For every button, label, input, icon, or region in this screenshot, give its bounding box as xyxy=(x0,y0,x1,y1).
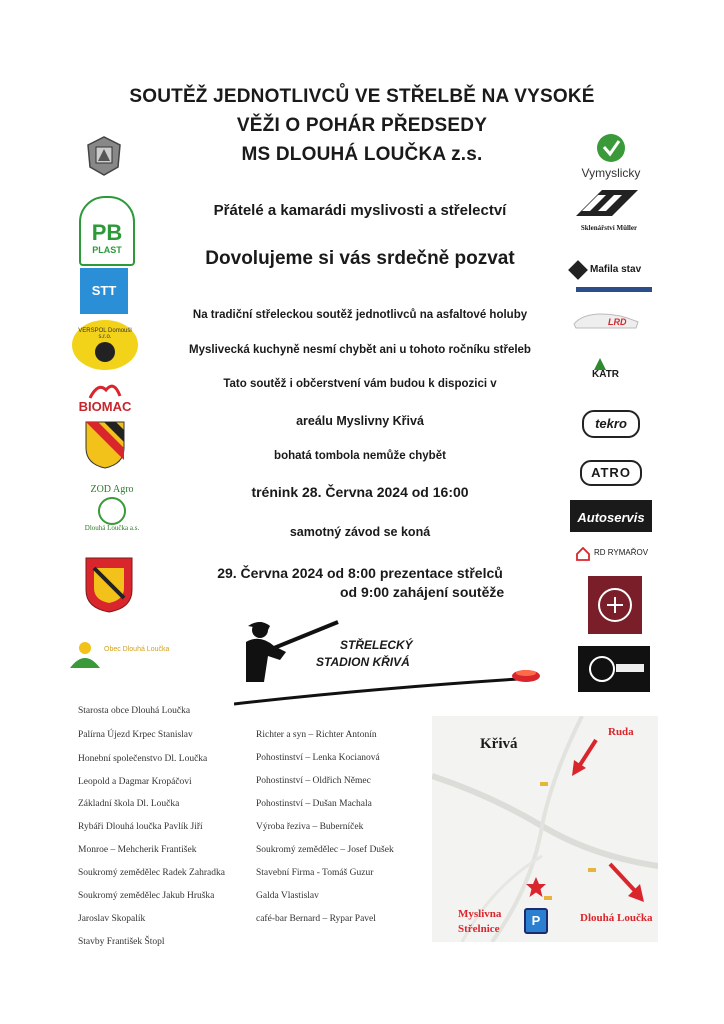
race-label: samotný závod se koná xyxy=(289,525,431,539)
sponsor-item: Pohostinství – Oldřich Němec xyxy=(256,776,371,786)
obec-dlouha-loucka-logo xyxy=(70,636,210,670)
sponsor-item: Výroba řeziva – Buberníček xyxy=(256,822,364,832)
mafila-stav-logo xyxy=(568,256,652,296)
muller-label: Sklenářství Müller xyxy=(580,224,638,232)
sponsor-item: Soukromý zemědělec Radek Zahradka xyxy=(78,868,225,878)
info-line-1: Na tradiční střeleckou soutěž jednotlivců na asfaltové holuby xyxy=(192,309,528,321)
sponsor-item: Honební společenstvo Dl. Loučka xyxy=(78,754,208,764)
katr-label: KATR xyxy=(592,369,620,380)
race-date: 29. Června 2024 od 8:00 prezentace střelců xyxy=(217,565,503,581)
svg-text:LRD: LRD xyxy=(608,317,627,327)
car-logo-icon xyxy=(572,308,642,332)
verspol-label: VERSPOL Domoušl s.r.o. xyxy=(78,328,132,340)
zod-agro-logo xyxy=(80,484,144,540)
location-map[interactable] xyxy=(432,716,658,942)
invitation-heading: Dovolujeme si vás srdečně pozvat xyxy=(205,248,515,269)
training-date: trénink 28. Června 2024 od 16:00 xyxy=(251,484,469,500)
sponsor-item: Rybáři Dlouhá loučka Pavlík Jiří xyxy=(78,822,203,832)
map-label-myslivna: Myslivna xyxy=(458,908,502,920)
page-title xyxy=(100,82,624,169)
sponsor-item: Galda Vlastislav xyxy=(256,891,319,901)
arrow-dlouha-icon xyxy=(606,860,646,904)
club-emblem-icon xyxy=(578,646,650,692)
sponsor-item: Leopold a Dagmar Kropáčovi xyxy=(78,777,192,787)
sponsor-item: Stavební Firma - Tomáš Guzur xyxy=(256,868,374,878)
star-location-icon xyxy=(525,876,547,898)
rd-rymarov-label: RD RYMAŘOV xyxy=(594,548,649,557)
verspol-emblem-icon xyxy=(95,342,115,362)
mafila-label: Mafila stav xyxy=(590,264,642,275)
sklenarstvi-muller-logo xyxy=(572,186,646,236)
info-line-2: Myslivecká kuchyně nesmí chybět ani u tohoto ročníku střeleb xyxy=(189,344,531,356)
biomac-label: BIOMAC xyxy=(78,399,132,414)
rd-rymarov-logo xyxy=(576,544,652,564)
race-start: od 9:00 zahájení soutěže xyxy=(340,584,505,600)
parking-icon: P xyxy=(524,908,548,934)
sponsor-item: Monroe – Mehcherik František xyxy=(78,845,197,855)
info-line-venue: areálu Myslivny Křivá xyxy=(296,414,424,428)
hunting-emblem-icon xyxy=(588,576,642,634)
pb-plast-logo xyxy=(79,196,135,266)
mafila-emblem-icon xyxy=(568,260,588,280)
sponsor-item: Soukromý zemědělec – Josef Dušek xyxy=(256,845,394,855)
stt-logo: STT xyxy=(80,268,128,314)
vymyslicky-check-icon xyxy=(595,132,627,164)
vymyslicky-label: Vymyslicky xyxy=(581,166,641,180)
sponsor-item: Stavby František Štopl xyxy=(78,937,165,947)
checker-flag-icon xyxy=(572,186,642,220)
house-icon xyxy=(576,547,590,561)
sponsor-item: Pohostinství – Lenka Kocianová xyxy=(256,753,380,763)
sponsor-item: Jaroslav Skopalík xyxy=(78,914,146,924)
sponsor-item: Pohostinství – Dušan Machala xyxy=(256,799,372,809)
pb-plast-mark: PB xyxy=(91,220,123,245)
zod-agro-emblem-icon xyxy=(98,497,126,525)
sponsor-item: Richter a syn – Richter Antonín xyxy=(256,730,377,740)
atro-logo: ATRO xyxy=(580,460,642,486)
info-line-tombola: bohatá tombola nemůže chybět xyxy=(274,450,446,462)
katr-logo xyxy=(586,358,634,384)
vymyslicky-logo xyxy=(578,132,644,182)
autoservis-logo: Autoservis xyxy=(570,500,652,532)
hill-sun-icon xyxy=(70,638,100,668)
stadion-krivna-logo xyxy=(234,616,544,708)
tekro-logo: tekro xyxy=(582,410,640,438)
sponsor-item: Základní škola Dl. Loučka xyxy=(78,799,180,809)
mafila-stripe xyxy=(576,287,652,292)
municipality-emblem-icon xyxy=(82,133,126,177)
greeting: Přátelé a kamarádi myslivosti a střelectví xyxy=(213,202,507,219)
sponsor-item: Soukromý zemědělec Jakub Hruška xyxy=(78,891,215,901)
title-line-2: VĚŽI O POHÁR PŘEDSEDY xyxy=(236,115,488,136)
map-title: Křivá xyxy=(480,736,518,752)
title-line-1: SOUTĚŽ JEDNOTLIVCŮ VE STŘELBĚ NA VYSOKÉ xyxy=(129,86,595,107)
zod-agro-label: ZOD Agro xyxy=(90,484,134,495)
map-label-dlouha-loucka: Dlouhá Loučka xyxy=(580,912,653,924)
arrow-ruda-icon xyxy=(570,738,600,778)
info-line-3: Tato soutěž i občerstvení vám budou k dispozici v xyxy=(223,378,497,390)
map-label-strelnice: Střelnice xyxy=(458,923,500,935)
map-label-ruda: Ruda xyxy=(608,726,634,738)
title-line-3: MS DLOUHÁ LOUČKA z.s. xyxy=(241,144,483,165)
biomac-flame-icon xyxy=(76,378,134,400)
verspol-logo xyxy=(72,320,138,370)
biomac-logo xyxy=(76,378,134,416)
stadion-label-2: STADION KŘIVÁ xyxy=(316,655,410,669)
stadion-label-1: STŘELECKÝ xyxy=(340,638,413,652)
obec-label: Obec Dlouhá Loučka xyxy=(104,646,170,653)
pb-plast-word: PLAST xyxy=(92,245,122,255)
regional-coat-of-arms-icon xyxy=(84,420,126,470)
sponsor-item: café-bar Bernard – Rypar Pavel xyxy=(256,914,376,924)
zod-agro-subtitle: Dlouhá Loučka a.s. xyxy=(84,524,140,532)
sponsor-item: Starosta obce Dlouhá Loučka xyxy=(78,706,191,716)
sponsor-item: Palírna Újezd Krpec Stanislav xyxy=(78,730,193,740)
hunting-club-badge-icon xyxy=(84,556,134,614)
